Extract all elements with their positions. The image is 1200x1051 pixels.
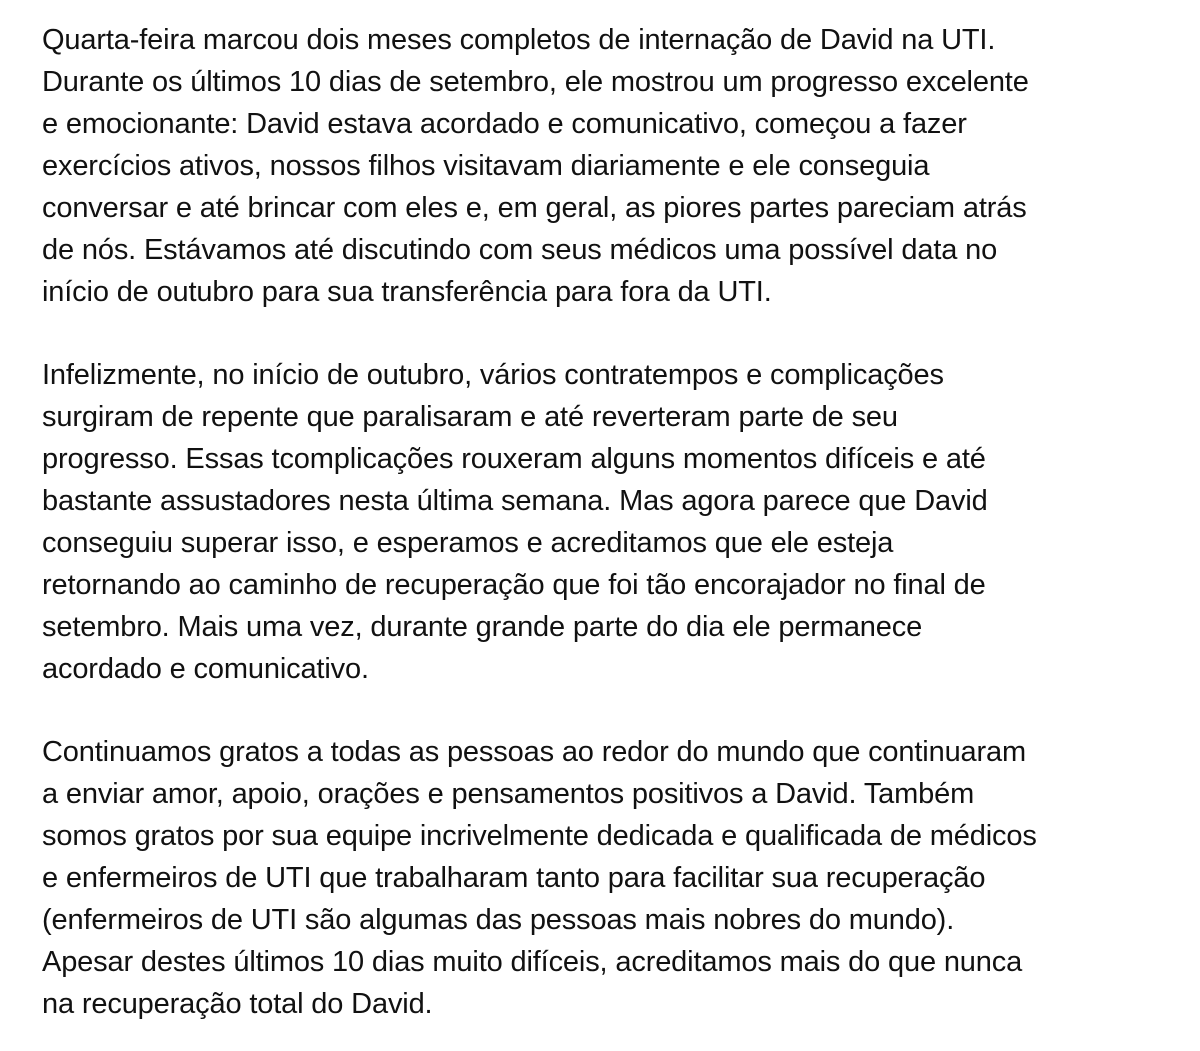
text-line: exercícios ativos, nossos filhos visitavam diariamente e ele conseguia	[42, 150, 930, 182]
text-line: início de outubro para sua transferência para fora da UTI.	[42, 276, 772, 308]
text-line: e emocionante: David estava acordado e comunicativo, começou a fazer	[42, 108, 967, 140]
text-line: (enfermeiros de UTI são algumas das pessoas mais nobres do mundo).	[42, 904, 955, 936]
paragraph-2	[42, 354, 1170, 690]
text-line: progresso. Essas tcomplicações rouxeram alguns momentos difíceis e até	[42, 443, 986, 475]
text-line: retornando ao caminho de recuperação que foi tão encorajador no final de	[42, 569, 986, 601]
text-line: conseguiu superar isso, e esperamos e acreditamos que ele esteja	[42, 527, 894, 559]
text-line: surgiram de repente que paralisaram e até reverteram parte de seu	[42, 401, 898, 433]
paragraph-1	[42, 19, 1170, 313]
text-line: Quarta-feira marcou dois meses completos de internação de David na UTI.	[42, 24, 996, 56]
text-line: bastante assustadores nesta última semana. Mas agora parece que David	[42, 485, 988, 517]
text-line: Continuamos gratos a todas as pessoas ao redor do mundo que continuaram	[42, 736, 1027, 768]
text-line: setembro. Mais uma vez, durante grande parte do dia ele permanece	[42, 611, 923, 643]
paragraph-3	[42, 731, 1170, 1025]
text-line: e enfermeiros de UTI que trabalharam tanto para facilitar sua recuperação	[42, 862, 986, 894]
text-line: Infelizmente, no início de outubro, vários contratempos e complicações	[42, 359, 944, 391]
text-line: somos gratos por sua equipe incrivelmente dedicada e qualificada de médicos	[42, 820, 1037, 852]
text-line: conversar e até brincar com eles e, em geral, as piores partes pareciam atrás	[42, 192, 1027, 224]
text-line: Durante os últimos 10 dias de setembro, ele mostrou um progresso excelente	[42, 66, 1029, 98]
text-line: acordado e comunicativo.	[42, 653, 369, 685]
text-line: a enviar amor, apoio, orações e pensamentos positivos a David. Também	[42, 778, 975, 810]
text-line: Apesar destes últimos 10 dias muito difíceis, acreditamos mais do que nunca	[42, 946, 1023, 978]
text-line: de nós. Estávamos até discutindo com seus médicos uma possível data no	[42, 234, 998, 266]
text-line: na recuperação total do David.	[42, 988, 433, 1020]
